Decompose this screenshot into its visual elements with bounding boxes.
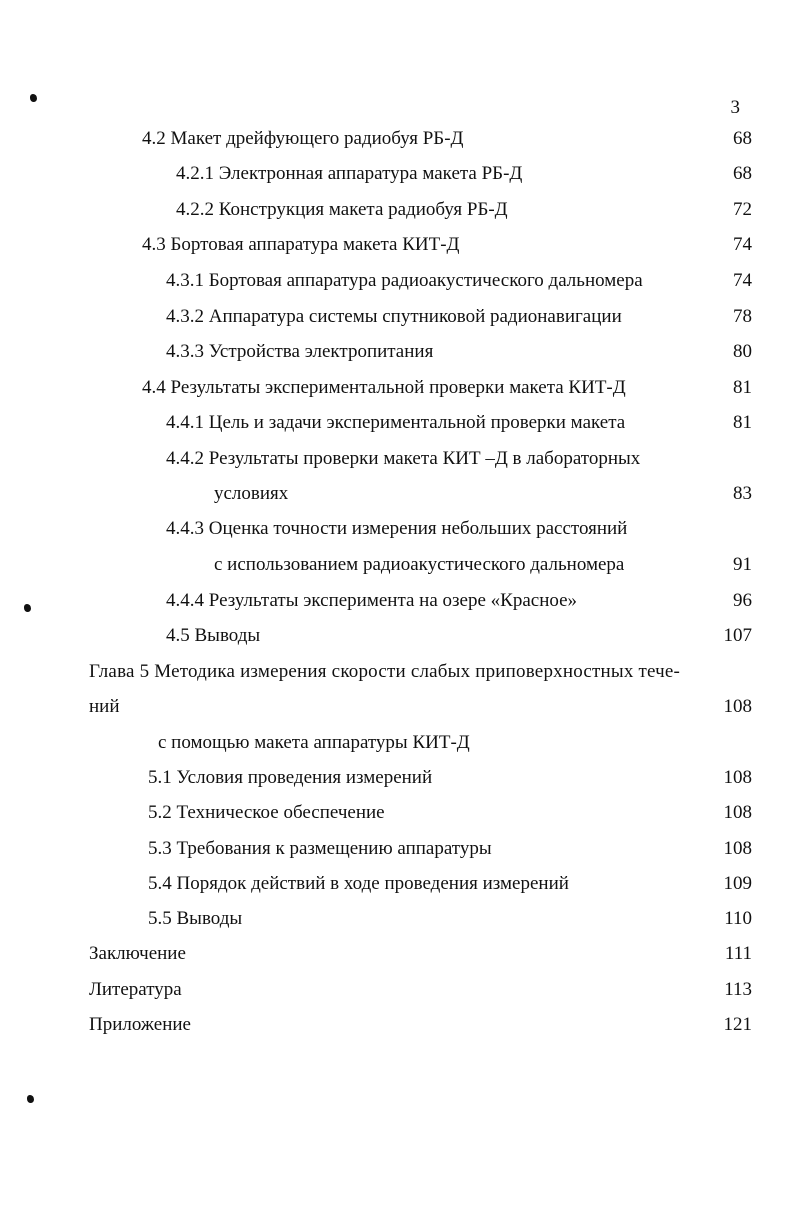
toc-entry-text: с использованием радиоакустического дальномера xyxy=(214,554,625,575)
toc-entry-text: 4.4 Результаты экспериментальной проверки макета КИТ-Д xyxy=(142,377,626,398)
toc-entry-text: Заключение xyxy=(89,943,186,964)
toc-entry-text: 4.4.3 Оценка точности измерения небольших расстояний xyxy=(166,518,628,539)
toc-entry-page: 74 xyxy=(733,234,752,255)
toc-entry-page: 91 xyxy=(733,554,752,575)
scan-mark-top xyxy=(30,94,37,102)
toc-entry-page: 74 xyxy=(733,270,752,291)
toc-entry-text: 4.4.2 Результаты проверки макета КИТ –Д в лабораторных xyxy=(166,448,641,469)
toc-entry-text: 4.5 Выводы xyxy=(166,625,261,646)
toc-entry-page: 68 xyxy=(733,128,752,149)
toc-entry-page: 78 xyxy=(733,306,752,327)
toc-entry-text: 5.3 Требования к размещению аппаратуры xyxy=(148,838,492,859)
toc-entry-page: 110 xyxy=(724,908,752,929)
toc-entry-page: 81 xyxy=(733,377,752,398)
toc-entry-page: 68 xyxy=(733,163,752,184)
toc-entry-text: условиях xyxy=(214,483,289,504)
toc-entry-text: 5.2 Техническое обеспечение xyxy=(148,802,385,823)
toc-entry-text: 4.3.3 Устройства электропитания xyxy=(166,341,434,362)
toc-entry-page: 111 xyxy=(724,943,752,964)
page-number: 3 xyxy=(730,97,740,118)
scan-mark-bottom xyxy=(27,1095,34,1103)
toc-chapter-title: Глава 5 Методика измерения скорости слабых приповерхностных тече- xyxy=(89,661,681,682)
toc-entry-page: 121 xyxy=(723,1014,752,1035)
toc-entry-text: ний xyxy=(89,696,120,717)
toc-entry-text: 5.4 Порядок действий в ходе проведения измерений xyxy=(148,873,569,894)
toc-entry-text: 4.2 Макет дрейфующего радиобуя РБ-Д xyxy=(142,128,464,149)
toc-entry-text: 5.1 Условия проведения измерений xyxy=(148,767,433,788)
toc-entry-text: Приложение xyxy=(89,1014,191,1035)
toc-entry-text: 4.3 Бортовая аппаратура макета КИТ-Д xyxy=(142,234,460,255)
toc-entry-page: 107 xyxy=(723,625,752,646)
toc-entry-page: 108 xyxy=(723,838,752,859)
toc-entry-page: 72 xyxy=(733,199,752,220)
toc-entry-page: 113 xyxy=(724,979,752,1000)
toc-entry-page: 96 xyxy=(733,590,752,611)
toc-entry-text: 5.5 Выводы xyxy=(148,908,243,929)
toc-entry-text: с помощью макета аппаратуры КИТ-Д xyxy=(158,732,470,753)
toc-entry-text: 4.3.2 Аппаратура системы спутниковой радионавигации xyxy=(166,306,622,327)
toc-entry-page: 80 xyxy=(733,341,752,362)
scan-mark-middle xyxy=(24,604,31,612)
toc-entry-page: 81 xyxy=(733,412,752,433)
toc-entry-page: 83 xyxy=(733,483,752,504)
toc-entry-text: 4.4.1 Цель и задачи экспериментальной проверки макета xyxy=(166,412,626,433)
toc-entry-text: 4.3.1 Бортовая аппаратура радиоакустического дальномера xyxy=(166,270,643,291)
toc-entry-text: Литература xyxy=(89,979,182,1000)
toc-entry-page: 108 xyxy=(723,696,752,717)
toc-entry-text: 4.4.4 Результаты эксперимента на озере «Красное» xyxy=(166,590,578,611)
toc-entry-text: 4.2.1 Электронная аппаратура макета РБ-Д xyxy=(176,163,523,184)
toc-entry-page: 108 xyxy=(723,767,752,788)
toc-entry-page: 108 xyxy=(723,802,752,823)
toc-entry-text: 4.2.2 Конструкция макета радиобуя РБ-Д xyxy=(176,199,508,220)
toc-entry-page: 109 xyxy=(723,873,752,894)
